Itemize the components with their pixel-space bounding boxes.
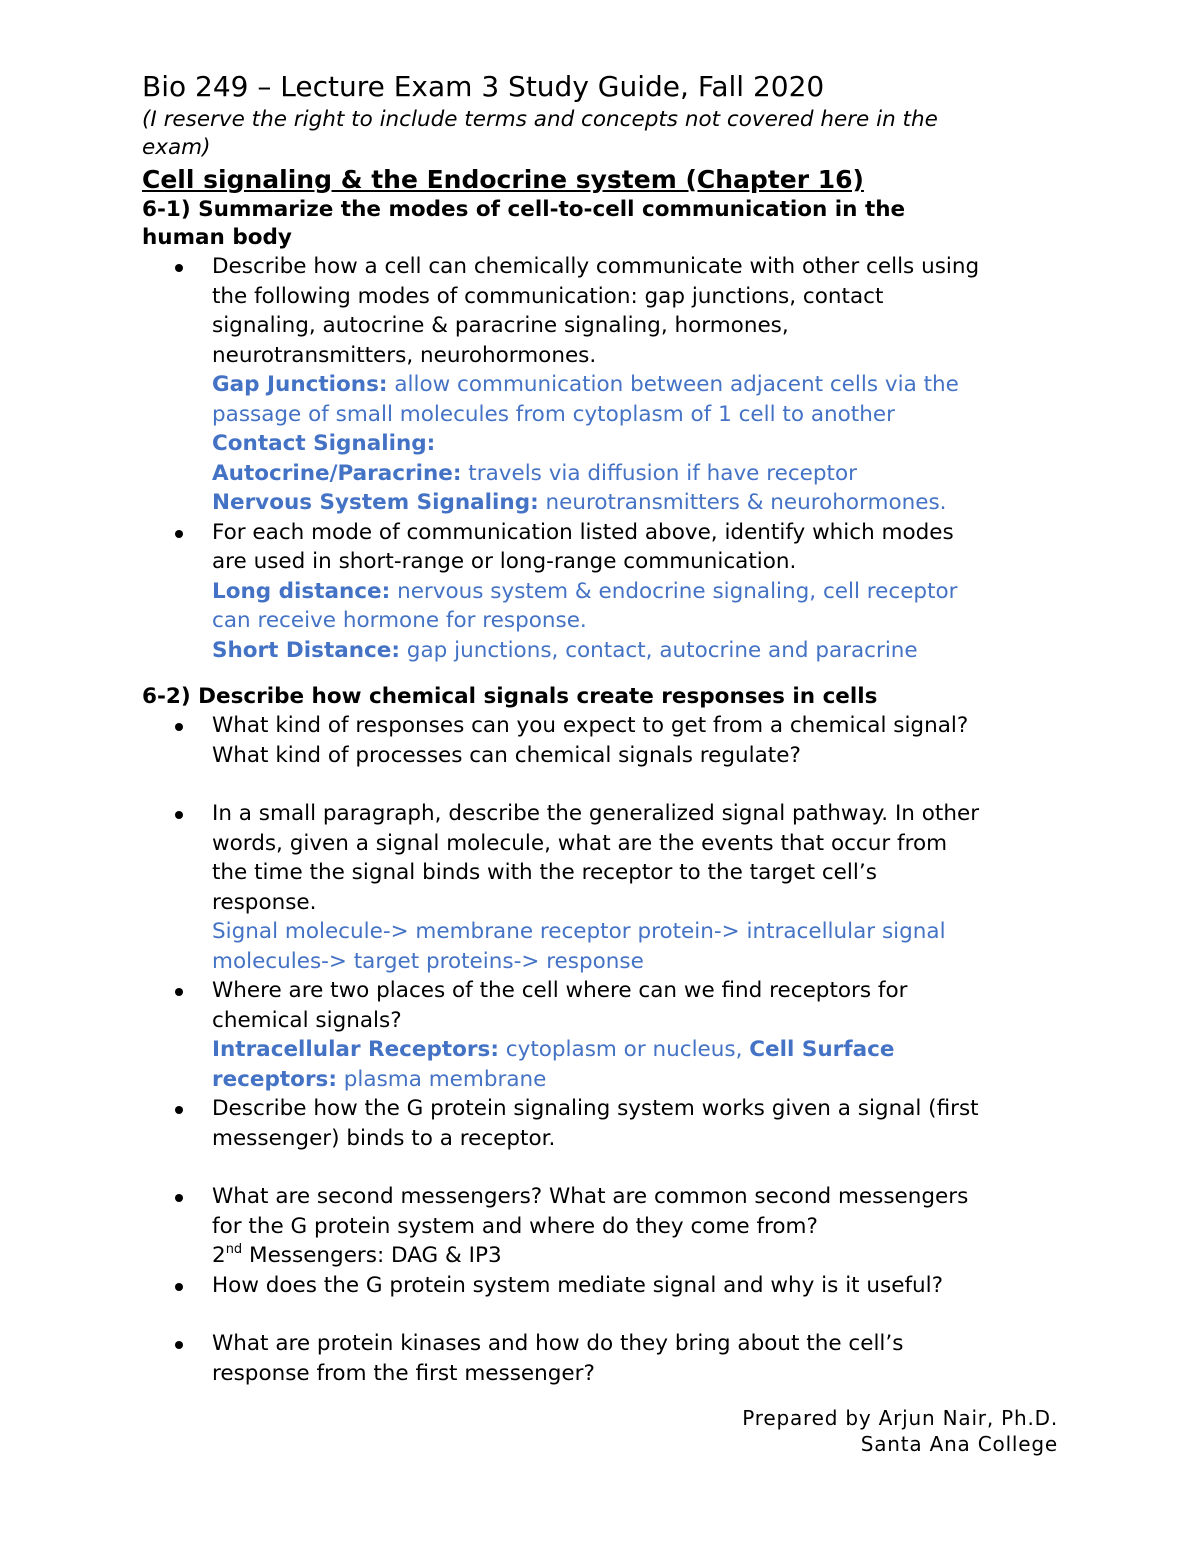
objective-6-2-list xyxy=(142,711,1062,1388)
bullet-item xyxy=(142,1329,1062,1388)
question-line: For each mode of communication listed above, identify which modes xyxy=(212,519,954,545)
objective-6-1-list xyxy=(142,252,1062,665)
question-line: What are second messengers? What are common second messengers xyxy=(212,1184,969,1209)
answer-receptors: Intracellular Receptors: cytoplasm or nucleus, Cell Surface xyxy=(212,1037,895,1062)
footer-author: Prepared by Arjun Nair, Ph.D. xyxy=(742,1406,1058,1430)
question-line: What kind of processes can chemical signals regulate? xyxy=(212,742,801,768)
question-line: words, given a signal molecule, what are the events that occur from xyxy=(212,830,948,856)
document-body xyxy=(142,68,1062,1388)
chapter-heading: Cell signaling & the Endocrine system (Chapter 16) xyxy=(142,165,864,194)
disclaimer xyxy=(142,106,1062,162)
answer-receptors-cont: receptors: plasma membrane xyxy=(212,1066,547,1092)
answer-line: passage of small molecules from cytoplasm of 1 cell to another xyxy=(212,401,895,427)
question-line: for the G protein system and where do they come from? xyxy=(212,1213,818,1239)
disclaimer-line: exam) xyxy=(142,135,211,160)
question-line: Where are two places of the cell where can we find receptors for xyxy=(212,978,908,1003)
bullet-item xyxy=(142,711,1062,770)
blank-line xyxy=(142,1300,1062,1329)
answer-second-messengers: 2nd Messengers: DAG & IP3 xyxy=(212,1242,502,1268)
answer-long-distance: Long distance: nervous system & endocrine signaling, cell receptor xyxy=(212,578,958,604)
blank-line xyxy=(142,770,1062,799)
question-line: How does the G protein system mediate signal and why is it useful? xyxy=(212,1272,944,1298)
objective-6-2-heading: 6-2) Describe how chemical signals create responses in cells xyxy=(142,684,878,709)
question-line: neurotransmitters, neurohormones. xyxy=(212,342,597,368)
footer-institution: Santa Ana College xyxy=(860,1432,1058,1456)
answer-nervous-system: Nervous System Signaling: neurotransmitters & neurohormones. xyxy=(212,490,947,515)
answer-line: can receive hormone for response. xyxy=(212,608,587,633)
question-line: the following modes of communication: gap junctions, contact xyxy=(212,283,884,309)
question-line: response from the first messenger? xyxy=(212,1360,595,1386)
question-line: are used in short-range or long-range communication. xyxy=(212,549,797,574)
question-line: Describe how the G protein signaling system works given a signal (first xyxy=(212,1096,979,1121)
question-line: signaling, autocrine & paracrine signaling, hormones, xyxy=(212,313,789,338)
question-line: response. xyxy=(212,889,317,915)
question-line: the time the signal binds with the receptor to the target cell’s xyxy=(212,860,877,885)
question-line: messenger) binds to a receptor. xyxy=(212,1125,556,1151)
objective-6-1-heading: 6-1) Summarize the modes of cell-to-cell communication in the human body xyxy=(142,197,906,250)
bullet-item xyxy=(142,518,1062,666)
question-line: What are protein kinases and how do they bring about the cell’s xyxy=(212,1331,904,1356)
answer-autocrine-paracrine: Autocrine/Paracrine: travels via diffusion if have receptor xyxy=(212,460,857,486)
question-line: What kind of responses can you expect to get from a chemical signal? xyxy=(212,713,969,738)
bullet-item xyxy=(142,799,1062,976)
document-title: Bio 249 – Lecture Exam 3 Study Guide, Fall 2020 xyxy=(142,70,825,103)
question-line: Describe how a cell can chemically communicate with other cells using xyxy=(212,254,980,279)
page-footer xyxy=(742,1405,1058,1457)
question-line: chemical signals? xyxy=(212,1007,402,1033)
question-line: In a small paragraph, describe the generalized signal pathway. In other xyxy=(212,801,980,826)
answer-line: Signal molecule-> membrane receptor protein-> intracellular signal xyxy=(212,919,946,944)
bullet-item xyxy=(142,1182,1062,1271)
blank-line xyxy=(142,1153,1062,1182)
bullet-item xyxy=(142,252,1062,518)
bullet-item xyxy=(142,976,1062,1094)
answer-gap-junctions: Gap Junctions: allow communication between adjacent cells via the xyxy=(212,372,959,397)
bullet-item xyxy=(142,1271,1062,1301)
answer-contact-signaling: Contact Signaling: xyxy=(212,431,436,456)
answer-short-distance: Short Distance: gap junctions, contact, autocrine and paracrine xyxy=(212,637,918,663)
disclaimer-line: (I reserve the right to include terms and concepts not covered here in the xyxy=(142,107,938,132)
bullet-item xyxy=(142,1094,1062,1153)
answer-line: molecules-> target proteins-> response xyxy=(212,948,644,974)
